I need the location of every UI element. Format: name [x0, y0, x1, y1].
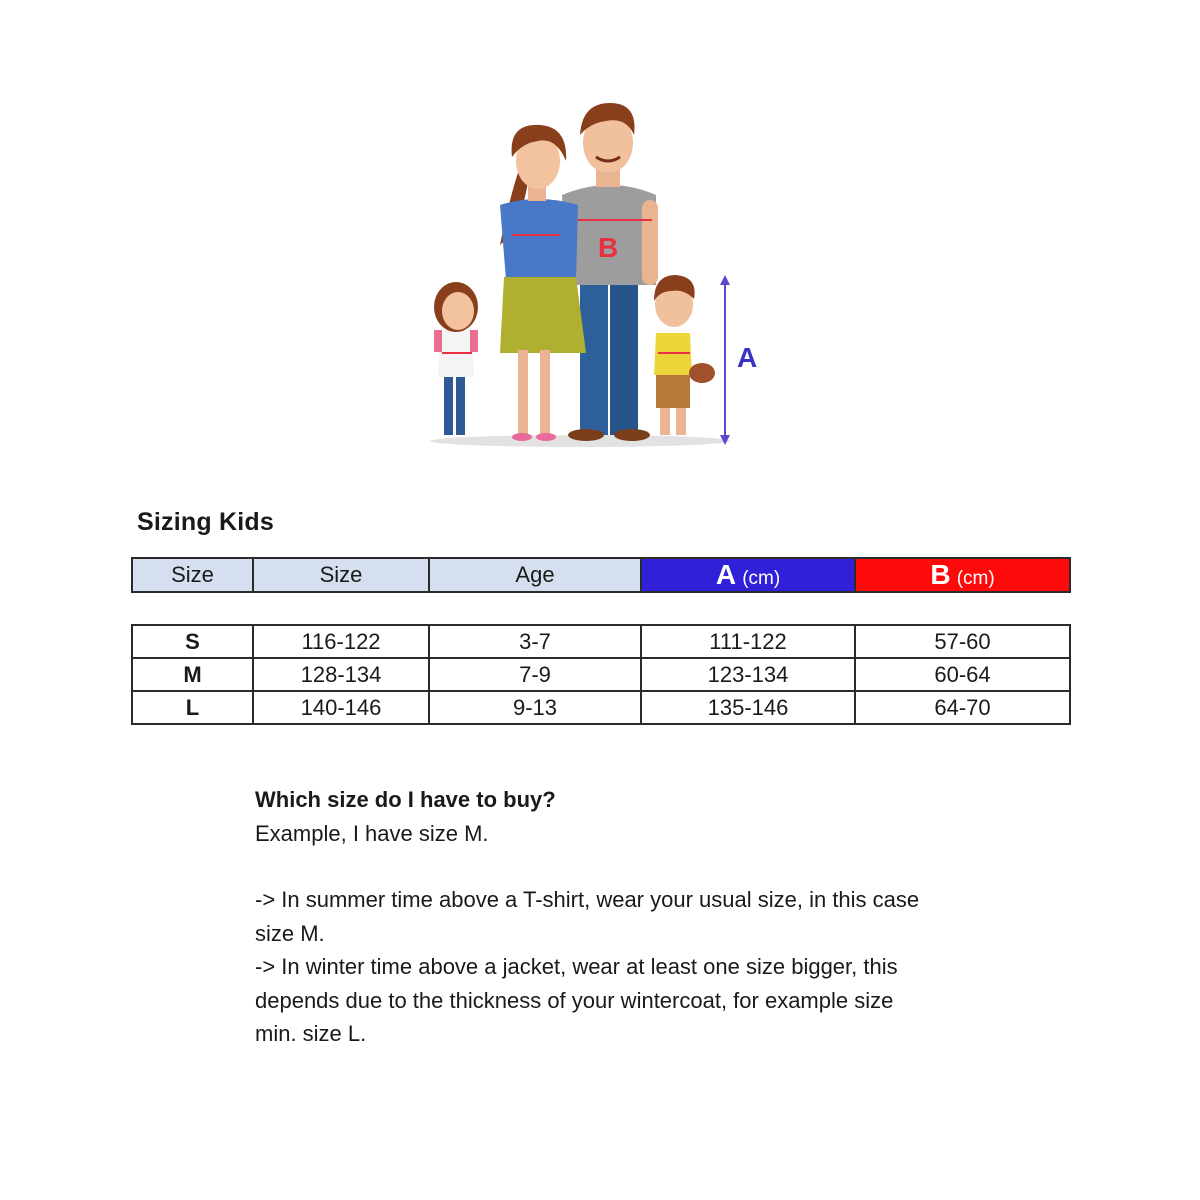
faq-example: Example, I have size M. [255, 820, 489, 846]
cell-size: L [132, 691, 253, 724]
boy-figure [654, 275, 715, 435]
spacer [255, 850, 975, 883]
cell-measure-b: 60-64 [855, 658, 1070, 691]
size-table-body [131, 624, 1071, 725]
cell-size-cm: 116-122 [253, 625, 429, 658]
summer-advice-line-2: size M. [255, 920, 325, 946]
cell-measure-a: 123-134 [641, 658, 855, 691]
cell-size-cm: 128-134 [253, 658, 429, 691]
faq-question: Which size do I have to buy? [255, 787, 556, 812]
header-size-cm: Size [253, 558, 429, 592]
cell-size-cm: 140-146 [253, 691, 429, 724]
header-a-letter: A [715, 559, 737, 590]
table-row [132, 691, 1070, 724]
cell-age: 7-9 [429, 658, 641, 691]
header-measure-a [641, 558, 855, 592]
header-b-unit: (cm) [956, 568, 995, 589]
table-row [132, 658, 1070, 691]
header-row [132, 558, 1070, 592]
table-row [132, 625, 1070, 658]
cell-measure-b: 64-70 [855, 691, 1070, 724]
measure-b-label: B [598, 232, 619, 263]
summer-advice-line-1: -> In summer time above a T-shirt, wear your usual size, in this case [255, 887, 920, 912]
measure-a-arrow [720, 275, 757, 445]
header-measure-b [855, 558, 1070, 592]
girl-figure [434, 282, 478, 435]
cell-size: M [132, 658, 253, 691]
header-b-letter: B [930, 559, 951, 590]
header-age: Age [429, 558, 641, 592]
cell-measure-b: 57-60 [855, 625, 1070, 658]
measure-a-label: A [737, 342, 758, 373]
winter-advice-line-2: depends due to the thickness of your wintercoat, for example size [255, 987, 894, 1013]
winter-advice-line-3: min. size L. [255, 1021, 367, 1046]
header-a-unit: (cm) [742, 568, 781, 589]
size-table-header [131, 557, 1071, 593]
father-figure [562, 103, 658, 441]
cell-age: 9-13 [429, 691, 641, 724]
size-advice [255, 783, 975, 1051]
section-title: Sizing Kids [137, 508, 274, 536]
family-illustration [420, 95, 780, 455]
winter-advice-line-1: -> In winter time above a jacket, wear at least one size bigger, this [255, 954, 898, 979]
cell-measure-a: 135-146 [641, 691, 855, 724]
cell-measure-a: 111-122 [641, 625, 855, 658]
header-size: Size [132, 558, 253, 592]
mother-figure [500, 125, 586, 441]
cell-size: S [132, 625, 253, 658]
cell-age: 3-7 [429, 625, 641, 658]
